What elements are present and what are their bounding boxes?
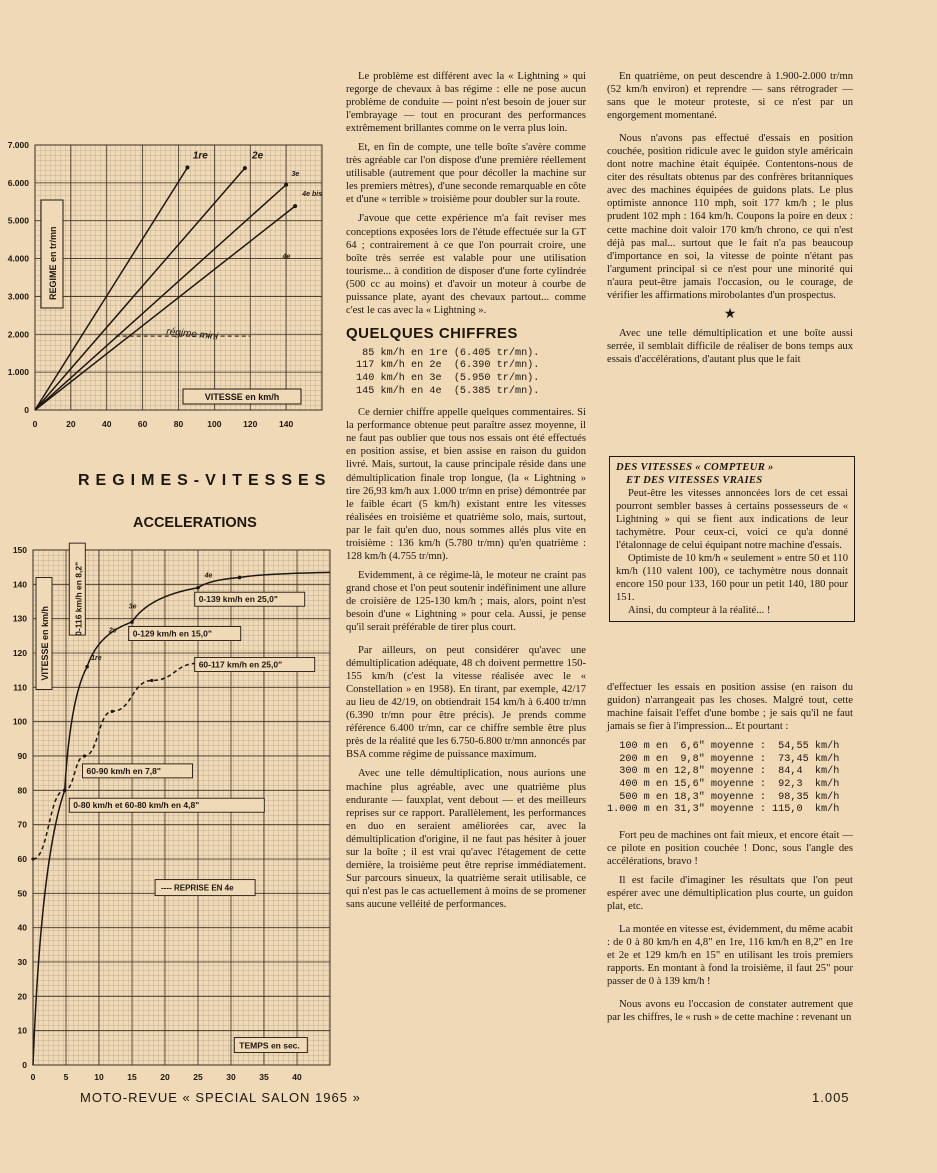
text-column-2b [607, 681, 853, 1030]
y-tick-label: 60 [17, 854, 27, 864]
paragraph: Nous avons eu l'occasion de constater autrement que par les chiffres, le « rush » de cette machine : revenant un [607, 999, 853, 1024]
paragraph: Avec une telle démultiplication, nous aurions une machine plus agréable, avec une quatrième plus endurante — fauxplat, vent debout — et des meilleurs reprises sur ce rapport. Parallèlement, les performances en duo en seraient améliorées car, avec la démultiplication d'origine, il ne faut pas hésiter à jouer sur la boîte ; il est vrai qu'avec l'étagement de cette dernière, la troisième peut être reprise immédiatement. Sur parcours sinueux, la quatrième serait utilisable, ce qui n'est pas le cas actuellement à moins de se promener sans aucune velléité de performances. [346, 768, 586, 910]
x-tick-label: 40 [102, 419, 112, 429]
paragraph: Et, en fin de compte, une telle boîte s'avère comme très agréable car l'on dispose d'une première réellement utilisable (autrement que pour décoller la machine sur les premiers mètres), d'une seconde remarquable en côte et d'une « terrible » troisième pour doubler sur la route. [346, 142, 586, 206]
y-tick-label: 6.000 [7, 177, 29, 188]
gear-label: 2e [252, 150, 264, 162]
gear-end-point [185, 166, 189, 170]
y-tick-label: 110 [13, 682, 27, 693]
x-tick-label: 120 [243, 419, 258, 429]
label-0-116: 0-116 km/h en 8,2" [73, 561, 84, 636]
paragraph: Le problème est différent avec la « Lightning » qui regorge de chevaux à bas régime : elle ne pose aucun problème de conduite — point n'est besoin de jouer sur l'embrayage — tout en procurant des performances extrêmement brillantes comme on le verra plus loin. [346, 71, 586, 135]
figure-line: 85 km/h en 1re (6.405 tr/mn). [356, 347, 540, 359]
x-tick-label: 100 [207, 419, 222, 429]
gear-label: 1re [192, 150, 208, 162]
figure-line: 117 km/h en 2e (6.390 tr/mn). [356, 360, 540, 372]
x-tick-label: 80 [173, 419, 184, 429]
speedometer-box [609, 456, 855, 622]
x-tick-label: 20 [66, 419, 76, 429]
reprise-point [111, 710, 114, 713]
paragraph: d'effectuer les essais en position assise (en raison du guidon) n'arrangeait pas les choses. Malgré tout, cette machine faisait l'effet d'une bombe ; je sais qu'il ne faut jamais se fier à l'impression... Et pourtant : [607, 682, 853, 733]
paragraph: Par ailleurs, on peut considérer qu'avec une démultiplication adéquate, 48 ch doivent permettre 150-155 km/h (c'est la vitesse réalisée avec le « Constellation » en 1958). En tirant, par exemple, 42/17 au lieu de 42/19, on obtiendrait 154 km/h à 6.400 tr/mn (6.390 tr/mn pour être précis). Je prends comme référence 6.400 tr/mn, car ce chiffre semble être plus près de la réalité que les 6.750-6.800 tr/mn annoncés par BSA comme régime de puissance maximum. [346, 645, 586, 761]
y-tick-label: 3.000 [7, 291, 29, 302]
y-tick-label: 0 [24, 405, 29, 415]
paragraph: La montée en vitesse est, évidemment, du même acabit : de 0 à 80 km/h en 4,8" en 1re, 116 km/h en 8,2" en 1re et 2e et 129 km/h en 15" en utilisant les trois premiers rapports. En montant à fond la troisième, il faut 25" pour passer de 0 à 139 km/h ! [607, 924, 853, 988]
y-tick-label: 1.000 [7, 367, 29, 378]
box-title: DES VITESSES « COMPTEUR » [616, 462, 774, 473]
gear-label: 4e bis [302, 191, 323, 199]
legend-label: ---- REPRISE EN 4e [161, 883, 234, 893]
y-tick-label: 30 [17, 957, 27, 967]
acceleration-point [196, 586, 200, 590]
regimes-vitesses-caption: REGIMES-VITESSES [78, 472, 332, 489]
y-tick-label: 10 [17, 1025, 27, 1036]
paragraph: Ce dernier chiffre appelle quelques commentaires. Si la performance obtenue peut paraître assez moyenne, il ne faut pas oublier que tous nos essais ont été effectués en position assise, et bien assise en raison du guidon livré. Mais, surtout, la cause principale réside dans une démultiplication finale trop longue, (la « Lightning » tire 26,93 km/h aux 1.000 tr/mn en prise) démontrée par le faible écart (5 km/h) existant entre les vitesses réalisées en troisième et quatrième solo, mais, surtout, par le fait qu'en duo, nous sommes allés plus vite en troisième : 136 km/h (5.780 tr/mn) qu'en quatrième : 128 km/h (4.755 tr/mn). [346, 407, 586, 562]
y-tick-label: 2.000 [7, 329, 29, 340]
table-row: 400 m en 15,6" moyenne : 92,3 km/h [607, 778, 840, 790]
star-separator: ★ [723, 306, 737, 322]
gear-label: 4e [282, 253, 291, 261]
y-tick-label: 40 [17, 922, 27, 933]
label-0-129: 0-129 km/h en 15,0" [132, 628, 212, 639]
gear-end-point [284, 183, 288, 187]
x-axis-label: VITESSE en km/h [204, 392, 280, 402]
figures-list [356, 348, 586, 398]
x-tick-label: 35 [259, 1072, 269, 1082]
footer-publication: MOTO-REVUE « SPECIAL SALON 1965 » [80, 1090, 361, 1105]
paragraph: Avec une telle démultiplication et une boîte aussi serrée, il semblait difficile de réaliser de bons temps aux essais d'accélérations, d'autant plus que le fait [607, 327, 853, 365]
section-heading: QUELQUES CHIFFRES [346, 324, 518, 342]
reprise-point [150, 679, 153, 682]
x-tick-label: 30 [226, 1072, 236, 1082]
label-60-117: 60-117 km/h en 25,0" [198, 659, 283, 670]
y-tick-label: 150 [12, 545, 27, 555]
paragraph: Fort peu de machines ont fait mieux, et encore était — ce pilote en position couchée ! Donc, sous l'angle des accélérations, bravo ! [607, 829, 853, 867]
text-column-1 [346, 70, 586, 917]
box-paragraph: Optimiste de 10 km/h « seulement » entre 50 et 110 km/h (110 valent 100), ce tachymètre nous donnait encore 150 pour 133, 160 pour un petit 140, 180 pour 151. [616, 553, 848, 603]
x-tick-label: 40 [292, 1072, 302, 1082]
curve-gear-label: 3e [128, 603, 137, 611]
y-tick-label: 140 [12, 579, 27, 590]
paragraph: Il est facile d'imaginer les résultats que l'on peut espérer avec une démultiplication plus courte, un guidon plat, etc. [607, 874, 853, 912]
y-tick-label: 0 [22, 1060, 27, 1070]
label-0-80: 0-80 km/h et 60-80 km/h en 4,8" [73, 800, 200, 811]
curve-gear-label: 2e [108, 627, 117, 635]
y-tick-label: 50 [17, 888, 27, 899]
y-axis-label: REGIME en tr/mn [48, 226, 58, 300]
acceleration-point [85, 665, 89, 669]
text-column-2 [607, 70, 853, 372]
acceleration-point [130, 620, 134, 624]
x-tick-label: 0 [30, 1072, 36, 1082]
y-tick-label: 5.000 [7, 215, 29, 226]
y-tick-label: 70 [17, 819, 27, 830]
page-number: 1.005 [812, 1090, 850, 1105]
reprise-point [63, 789, 66, 792]
gear-label: 3e [291, 171, 300, 179]
figure-line: 145 km/h en 4e (5.385 tr/mn). [356, 385, 540, 397]
y-tick-label: 20 [17, 991, 27, 1002]
y-tick-label: 120 [12, 648, 27, 658]
table-row: 1.000 m en 31,3" moyenne : 115,0 km/h [607, 804, 840, 816]
x-tick-label: 20 [160, 1072, 170, 1082]
box-paragraph: Peut-être les vitesses annoncées lors de cet essai pourront sembler basses à certains possesseurs de « Lightning » qui se fient aux indications de leur tachymètre. Pour ceux-ci, voici ce qu'a donné l'étalonnage de celui équipant notre machine d'essais. [616, 488, 848, 551]
y-tick-label: 130 [12, 613, 27, 624]
table-row: 500 m en 18,3" moyenne : 98,35 km/h [607, 791, 840, 803]
acceleration-point [238, 576, 242, 580]
y-tick-label: 90 [17, 751, 27, 761]
y-axis-label: VITESSE en km/h [40, 605, 50, 681]
y-tick-label: 7.000 [7, 140, 29, 150]
accelerations-chart [0, 540, 335, 1085]
x-tick-label: 60 [137, 419, 148, 429]
label-0-139: 0-139 km/h en 25,0" [198, 594, 278, 605]
acceleration-table [607, 741, 853, 817]
paragraph: J'avoue que cette expérience m'a fait reviser mes conceptions exposées lors de l'étude effectuée sur la GT 64 ; contrairement à ce que l'on pourrait croire, une boîte très serrée est valable pour une utilisation tourisme... à condition de disposer d'une forte cylindrée (500 cc au moins) et d'avoir un moteur à courbe de puissance plate, ayant des chevaux partout... comme c'est le cas avec la « Lightning ». [346, 213, 586, 316]
paragraph: Nous n'avons pas effectué d'essais en position couchée, position ridicule avec le guidon style américain dont notre machine était équipée. Contentons-nous de citer des résultats obtenus par des confrères britanniques avec des machines équipées de guidons plats. Le plus optimiste annonce 110 mph, soit 177 km/h ; le plus prudent 102 mph : 164 km/h. Coupons la poire en deux : cette machine doit valoir 170 km/h chrono, ce qui n'est déjà pas mal... surtout que le fait n'a pas beaucoup d'importance en soi, la vitesse de pointe n'étant pas l'argument principal si ce n'est pour une minorité qui n'aura peut-être jamais l'occasion, ou le courage, de vérifier les affirmations mirobolantes d'un prospectus. [607, 133, 853, 301]
regime-mini-label: régime mini [165, 326, 219, 343]
label-60-90: 60-90 km/h en 7,8" [86, 765, 161, 776]
y-tick-label: 100 [12, 716, 27, 727]
curve-gear-label: 1re [91, 654, 102, 662]
x-tick-label: 0 [32, 419, 38, 429]
reprise-point [83, 754, 86, 757]
gear-end-point [293, 204, 297, 208]
box-title: ET DES VITESSES VRAIES [626, 475, 763, 486]
box-paragraph: Ainsi, du compteur à la réalité... ! [628, 605, 771, 616]
gear-end-point [243, 166, 247, 170]
y-tick-label: 80 [17, 785, 27, 796]
y-tick-label: 4.000 [7, 253, 29, 264]
x-axis-label: TEMPS en sec. [239, 1040, 300, 1051]
x-tick-label: 5 [63, 1072, 69, 1082]
paragraph: Evidemment, à ce régime-là, le moteur ne craint pas grand chose et l'on peut soutenir indéfiniment une allure de croisière de 125-130 km/h ; mais, alors, point n'est besoin d'une « Lightning » pour cela. Aussi, je pense qu'il serait préférable de tirer plus court. [346, 569, 586, 634]
accelerations-title: ACCELERATIONS [133, 515, 257, 531]
table-row: 300 m en 12,8" moyenne : 84,4 km/h [607, 766, 840, 778]
table-row: 100 m en 6,6" moyenne : 54,55 km/h [607, 741, 840, 753]
x-tick-label: 10 [94, 1072, 104, 1082]
figure-line: 140 km/h en 3e (5.950 tr/mn). [356, 373, 540, 385]
table-row: 200 m en 9,8" moyenne : 73,45 km/h [607, 753, 840, 765]
x-tick-label: 25 [193, 1072, 203, 1082]
curve-gear-label: 4e [204, 572, 213, 580]
regimes-vitesses-chart [0, 135, 335, 435]
x-tick-label: 140 [279, 419, 294, 429]
reprise-point [31, 857, 34, 860]
x-tick-label: 15 [127, 1072, 137, 1082]
paragraph: En quatrième, on peut descendre à 1.900-2.000 tr/mn (52 km/h environ) et reprendre — sans rétrograder — sans que le moteur proteste, si ce n'est par un engorgement momentané. [607, 71, 853, 122]
